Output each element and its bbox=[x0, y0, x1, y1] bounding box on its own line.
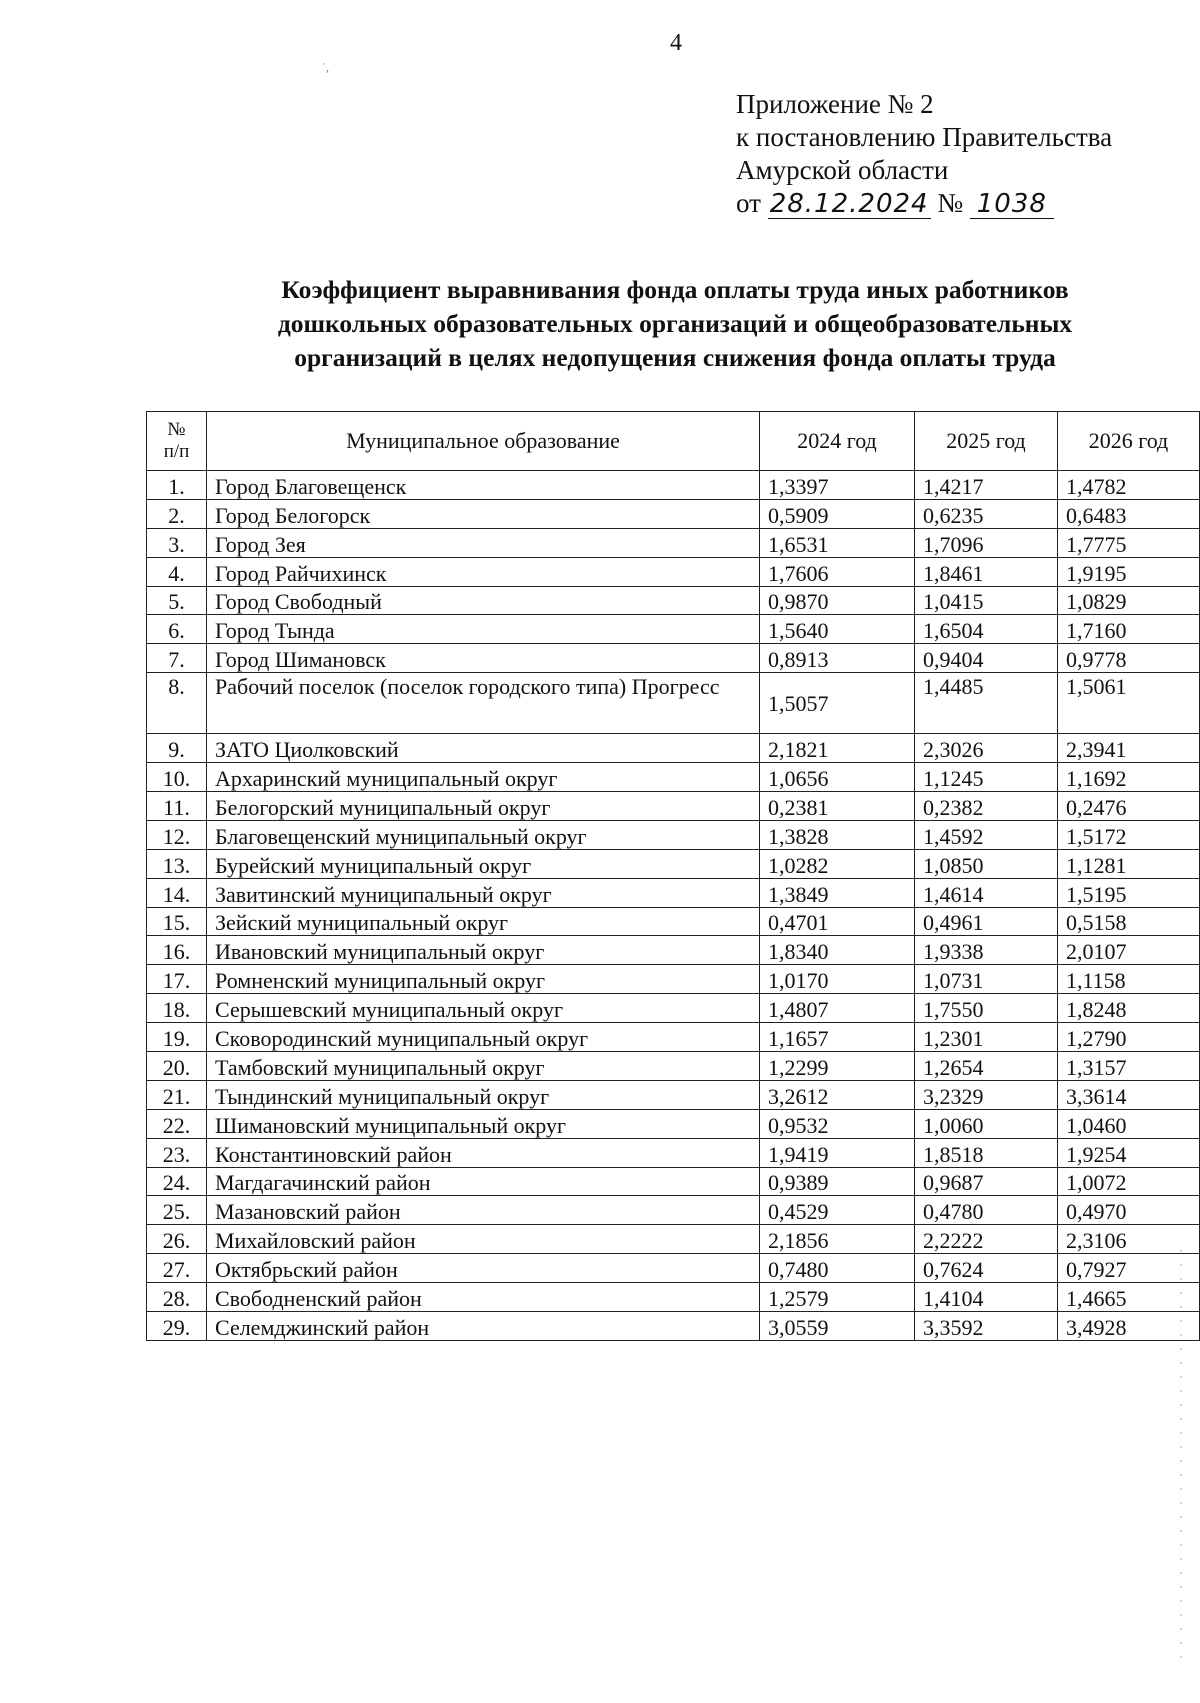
value-2025: 1,8461 bbox=[915, 557, 1058, 586]
municipality-name: Серышевский муниципальный округ bbox=[207, 994, 760, 1023]
value-2024: 0,4701 bbox=[760, 907, 915, 936]
document-title bbox=[150, 273, 1200, 375]
value-2025: 1,9338 bbox=[915, 936, 1058, 965]
table-row bbox=[147, 1283, 1200, 1312]
table-row bbox=[147, 615, 1200, 644]
municipality-name: Благовещенский муниципальный округ bbox=[207, 820, 760, 849]
value-2024: 0,8913 bbox=[760, 644, 915, 673]
header-municipality: Муниципальное образование bbox=[207, 412, 760, 471]
municipality-name: Город Белогорск bbox=[207, 499, 760, 528]
table-row bbox=[147, 936, 1200, 965]
table-row bbox=[147, 1080, 1200, 1109]
value-2026: 1,3157 bbox=[1058, 1052, 1200, 1081]
municipality-name: Город Зея bbox=[207, 528, 760, 557]
value-2024: 1,9419 bbox=[760, 1138, 915, 1167]
value-2025: 1,8518 bbox=[915, 1138, 1058, 1167]
table-row bbox=[147, 1167, 1200, 1196]
value-2026: 0,9778 bbox=[1058, 644, 1200, 673]
value-2025: 1,7550 bbox=[915, 994, 1058, 1023]
value-2026: 1,7775 bbox=[1058, 528, 1200, 557]
value-2026: 1,9254 bbox=[1058, 1138, 1200, 1167]
row-number: 29. bbox=[147, 1312, 207, 1341]
value-2024: 0,5909 bbox=[760, 499, 915, 528]
number-sign: № bbox=[937, 188, 964, 218]
table-body bbox=[147, 471, 1200, 1341]
row-number: 17. bbox=[147, 965, 207, 994]
page-number: 4 bbox=[670, 30, 682, 56]
row-number: 22. bbox=[147, 1109, 207, 1138]
table-row bbox=[147, 586, 1200, 615]
value-2026: 0,4970 bbox=[1058, 1196, 1200, 1225]
municipality-name: Ромненский муниципальный округ bbox=[207, 965, 760, 994]
value-2026: 1,1692 bbox=[1058, 763, 1200, 792]
value-2026: 1,0829 bbox=[1058, 586, 1200, 615]
header-2025: 2025 год bbox=[915, 412, 1058, 471]
table-row bbox=[147, 471, 1200, 500]
row-number: 12. bbox=[147, 820, 207, 849]
value-2024: 1,0170 bbox=[760, 965, 915, 994]
value-2024: 3,2612 bbox=[760, 1080, 915, 1109]
value-2024: 1,2299 bbox=[760, 1052, 915, 1081]
header-number bbox=[147, 412, 207, 471]
row-number: 16. bbox=[147, 936, 207, 965]
value-2024: 1,2579 bbox=[760, 1283, 915, 1312]
value-2026: 1,5172 bbox=[1058, 820, 1200, 849]
value-2025: 0,9687 bbox=[915, 1167, 1058, 1196]
value-2024: 0,9389 bbox=[760, 1167, 915, 1196]
row-number: 7. bbox=[147, 644, 207, 673]
municipality-name: Город Тында bbox=[207, 615, 760, 644]
value-2025: 1,6504 bbox=[915, 615, 1058, 644]
row-number: 3. bbox=[147, 528, 207, 557]
table-row bbox=[147, 499, 1200, 528]
row-number: 27. bbox=[147, 1254, 207, 1283]
table-row bbox=[147, 820, 1200, 849]
municipality-name: Ивановский муниципальный округ bbox=[207, 936, 760, 965]
value-2025: 1,7096 bbox=[915, 528, 1058, 557]
appendix-resolution: к постановлению Правительства bbox=[736, 122, 1113, 152]
header-number-sign: № bbox=[167, 419, 186, 440]
coefficient-table bbox=[146, 411, 1200, 1341]
value-2026: 3,4928 bbox=[1058, 1312, 1200, 1341]
value-2024: 1,8340 bbox=[760, 936, 915, 965]
row-number: 6. bbox=[147, 615, 207, 644]
table-row bbox=[147, 965, 1200, 994]
table-row bbox=[147, 907, 1200, 936]
header-2026: 2026 год bbox=[1058, 412, 1200, 471]
value-2025: 1,2301 bbox=[915, 1023, 1058, 1052]
municipality-name: Город Шимановск bbox=[207, 644, 760, 673]
table-row bbox=[147, 792, 1200, 821]
municipality-name: Константиновский район bbox=[207, 1138, 760, 1167]
value-2025: 2,3026 bbox=[915, 734, 1058, 763]
municipality-name: Город Свободный bbox=[207, 586, 760, 615]
value-2025: 0,7624 bbox=[915, 1254, 1058, 1283]
row-number: 8. bbox=[147, 673, 207, 734]
value-2025: 1,4217 bbox=[915, 471, 1058, 500]
value-2024: 0,4529 bbox=[760, 1196, 915, 1225]
table-row bbox=[147, 734, 1200, 763]
date-prefix: от bbox=[736, 188, 761, 218]
value-2026: 1,0072 bbox=[1058, 1167, 1200, 1196]
table-row bbox=[147, 1196, 1200, 1225]
scan-edge-specks bbox=[1180, 1250, 1182, 1670]
value-2026: 1,5061 bbox=[1058, 673, 1200, 734]
table-row bbox=[147, 994, 1200, 1023]
value-2024: 2,1856 bbox=[760, 1225, 915, 1254]
value-2026: 1,5195 bbox=[1058, 878, 1200, 907]
row-number: 18. bbox=[147, 994, 207, 1023]
value-2026: 1,7160 bbox=[1058, 615, 1200, 644]
value-2024: 1,5057 bbox=[760, 673, 915, 734]
municipality-name: Город Благовещенск bbox=[207, 471, 760, 500]
value-2024: 0,7480 bbox=[760, 1254, 915, 1283]
value-2026: 1,1281 bbox=[1058, 849, 1200, 878]
row-number: 19. bbox=[147, 1023, 207, 1052]
value-2025: 0,2382 bbox=[915, 792, 1058, 821]
row-number: 28. bbox=[147, 1283, 207, 1312]
value-2024: 1,0656 bbox=[760, 763, 915, 792]
table-row bbox=[147, 1109, 1200, 1138]
value-2025: 1,4485 bbox=[915, 673, 1058, 734]
table-row bbox=[147, 849, 1200, 878]
row-number: 5. bbox=[147, 586, 207, 615]
municipality-name: Бурейский муниципальный округ bbox=[207, 849, 760, 878]
scan-speck: ˙, bbox=[322, 60, 329, 74]
table-row bbox=[147, 1254, 1200, 1283]
value-2026: 1,4782 bbox=[1058, 471, 1200, 500]
municipality-name: Шимановский муниципальный округ bbox=[207, 1109, 760, 1138]
row-number: 15. bbox=[147, 907, 207, 936]
value-2024: 1,3849 bbox=[760, 878, 915, 907]
title-line-1: Коэффициент выравнивания фонда оплаты труда иных работников bbox=[281, 275, 1069, 304]
value-2026: 2,0107 bbox=[1058, 936, 1200, 965]
value-2026: 3,3614 bbox=[1058, 1080, 1200, 1109]
municipality-name: Зейский муниципальный округ bbox=[207, 907, 760, 936]
value-2024: 1,3397 bbox=[760, 471, 915, 500]
row-number: 13. bbox=[147, 849, 207, 878]
value-2026: 1,9195 bbox=[1058, 557, 1200, 586]
value-2026: 1,2790 bbox=[1058, 1023, 1200, 1052]
row-number: 2. bbox=[147, 499, 207, 528]
row-number: 10. bbox=[147, 763, 207, 792]
value-2025: 1,2654 bbox=[915, 1052, 1058, 1081]
municipality-name: Тындинский муниципальный округ bbox=[207, 1080, 760, 1109]
table-row bbox=[147, 1052, 1200, 1081]
value-2024: 0,9870 bbox=[760, 586, 915, 615]
appendix-region: Амурской области bbox=[736, 155, 949, 185]
table-row bbox=[147, 557, 1200, 586]
value-2025: 1,4614 bbox=[915, 878, 1058, 907]
row-number: 9. bbox=[147, 734, 207, 763]
municipality-name: Мазановский район bbox=[207, 1196, 760, 1225]
appendix-block bbox=[736, 88, 1112, 220]
value-2026: 1,1158 bbox=[1058, 965, 1200, 994]
table-row bbox=[147, 1023, 1200, 1052]
table-row bbox=[147, 1225, 1200, 1254]
value-2026: 1,8248 bbox=[1058, 994, 1200, 1023]
municipality-name: Михайловский район bbox=[207, 1225, 760, 1254]
row-number: 4. bbox=[147, 557, 207, 586]
header-number-pp: п/п bbox=[163, 441, 190, 462]
row-number: 24. bbox=[147, 1167, 207, 1196]
row-number: 11. bbox=[147, 792, 207, 821]
handwritten-date: 28.12.2024 bbox=[769, 189, 929, 219]
table-row bbox=[147, 1138, 1200, 1167]
table-row bbox=[147, 644, 1200, 673]
title-line-2: дошкольных образовательных организаций и общеобразовательных bbox=[277, 309, 1073, 338]
value-2024: 1,7606 bbox=[760, 557, 915, 586]
value-2024: 3,0559 bbox=[760, 1312, 915, 1341]
value-2025: 1,0731 bbox=[915, 965, 1058, 994]
row-number: 23. bbox=[147, 1138, 207, 1167]
value-2024: 2,1821 bbox=[760, 734, 915, 763]
value-2025: 0,4961 bbox=[915, 907, 1058, 936]
appendix-title: Приложение № 2 bbox=[736, 89, 934, 119]
table-row bbox=[147, 1312, 1200, 1341]
value-2024: 1,0282 bbox=[760, 849, 915, 878]
row-number: 25. bbox=[147, 1196, 207, 1225]
table-row bbox=[147, 763, 1200, 792]
municipality-name: ЗАТО Циолковский bbox=[207, 734, 760, 763]
value-2026: 2,3106 bbox=[1058, 1225, 1200, 1254]
value-2025: 3,3592 bbox=[915, 1312, 1058, 1341]
handwritten-number: 1038 bbox=[970, 190, 1054, 219]
row-number: 26. bbox=[147, 1225, 207, 1254]
municipality-name: Город Райчихинск bbox=[207, 557, 760, 586]
appendix-date-line bbox=[736, 187, 1112, 220]
value-2025: 1,4104 bbox=[915, 1283, 1058, 1312]
value-2024: 1,1657 bbox=[760, 1023, 915, 1052]
value-2026: 1,0460 bbox=[1058, 1109, 1200, 1138]
value-2026: 0,2476 bbox=[1058, 792, 1200, 821]
municipality-name: Селемджинский район bbox=[207, 1312, 760, 1341]
municipality-name: Рабочий поселок (поселок городского типа) Прогресс bbox=[207, 673, 760, 734]
municipality-name: Тамбовский муниципальный округ bbox=[207, 1052, 760, 1081]
value-2024: 1,5640 bbox=[760, 615, 915, 644]
value-2025: 0,4780 bbox=[915, 1196, 1058, 1225]
value-2026: 0,7927 bbox=[1058, 1254, 1200, 1283]
value-2025: 1,0060 bbox=[915, 1109, 1058, 1138]
value-2024: 1,6531 bbox=[760, 528, 915, 557]
row-number: 21. bbox=[147, 1080, 207, 1109]
municipality-name: Завитинский муниципальный округ bbox=[207, 878, 760, 907]
table-row bbox=[147, 673, 1200, 734]
table-row bbox=[147, 878, 1200, 907]
municipality-name: Магдагачинский район bbox=[207, 1167, 760, 1196]
value-2025: 0,6235 bbox=[915, 499, 1058, 528]
table-row bbox=[147, 528, 1200, 557]
value-2025: 1,0415 bbox=[915, 586, 1058, 615]
row-number: 20. bbox=[147, 1052, 207, 1081]
value-2026: 0,5158 bbox=[1058, 907, 1200, 936]
value-2024: 0,9532 bbox=[760, 1109, 915, 1138]
title-line-3: организаций в целях недопущения снижения фонда оплаты труда bbox=[294, 343, 1056, 372]
table-header-row bbox=[147, 412, 1200, 471]
municipality-name: Сковородинский муниципальный округ bbox=[207, 1023, 760, 1052]
municipality-name: Архаринский муниципальный округ bbox=[207, 763, 760, 792]
value-2025: 1,4592 bbox=[915, 820, 1058, 849]
value-2025: 2,2222 bbox=[915, 1225, 1058, 1254]
header-2024: 2024 год bbox=[760, 412, 915, 471]
municipality-name: Октябрьский район bbox=[207, 1254, 760, 1283]
row-number: 1. bbox=[147, 471, 207, 500]
value-2026: 0,6483 bbox=[1058, 499, 1200, 528]
value-2024: 1,4807 bbox=[760, 994, 915, 1023]
value-2026: 1,4665 bbox=[1058, 1283, 1200, 1312]
municipality-name: Свободненский район bbox=[207, 1283, 760, 1312]
value-2025: 1,1245 bbox=[915, 763, 1058, 792]
value-2024: 1,3828 bbox=[760, 820, 915, 849]
row-number: 14. bbox=[147, 878, 207, 907]
value-2025: 1,0850 bbox=[915, 849, 1058, 878]
value-2025: 3,2329 bbox=[915, 1080, 1058, 1109]
value-2026: 2,3941 bbox=[1058, 734, 1200, 763]
value-2025: 0,9404 bbox=[915, 644, 1058, 673]
municipality-name: Белогорский муниципальный округ bbox=[207, 792, 760, 821]
value-2024: 0,2381 bbox=[760, 792, 915, 821]
